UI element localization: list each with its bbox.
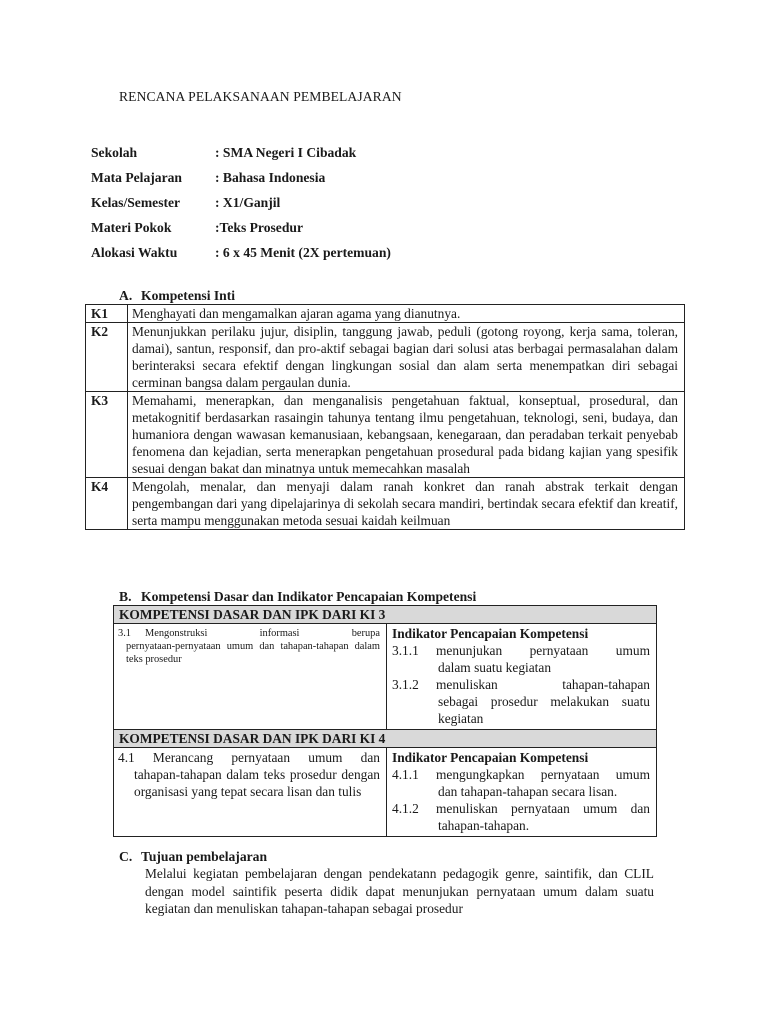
section-b-heading xyxy=(119,589,476,605)
section-c-heading xyxy=(119,849,267,865)
ipk-cell xyxy=(387,624,657,730)
ki-text: Memahami, menerapkan, dan menganalisis pengetahuan faktual, konseptual, prosedural, dan metakognitif berdasarkan rasaingin tahunya tentang ilmu pengetahuan, teknologi, seni, budaya, dan humaniora dengan wawasan kemanusiaan, kebangsaan, kenegaraan, dan peradaban terkait penyebab fenomena dan kejadian, serta menerapkan pengetahuan prosedural pada bidang kajian yang spesifik sesuai dengan bakat dan minatnya untuk memecahkan masalah xyxy=(128,392,685,478)
ipk-first: menunjukan pernyataan umum xyxy=(436,643,650,658)
section-letter: B. xyxy=(119,589,132,604)
kd-text xyxy=(118,749,380,800)
info-label: Sekolah xyxy=(91,145,138,160)
kd-number: 3.1 xyxy=(118,628,131,639)
ipk-number: 4.1.1 xyxy=(392,767,419,782)
kd-first-line: 4.1 Merancang pernyataan umum dan xyxy=(118,750,380,765)
section-letter: C. xyxy=(119,849,133,864)
kd-text xyxy=(118,627,380,666)
ipk-first: menuliskan tahapan-tahapan xyxy=(436,677,650,692)
table-row xyxy=(86,478,685,530)
kd-cell xyxy=(114,748,387,837)
list-item xyxy=(392,766,650,800)
info-label: Materi Pokok xyxy=(91,220,172,235)
ipk-first: mengungkapkan pernyataan umum xyxy=(436,767,650,782)
info-value: : SMA Negeri I Cibadak xyxy=(215,145,357,160)
kompetensi-inti-table xyxy=(85,304,685,530)
ki-code: K4 xyxy=(86,478,128,530)
kd-rest: tahapan-tahapan dalam teks prosedur dengan organisasi yang tepat secara lisan dan tulis xyxy=(134,767,380,799)
ipk-text xyxy=(436,766,650,800)
kd-cell xyxy=(114,624,387,730)
ki-text: Menghayati dan mengamalkan ajaran agama yang dianutnya. xyxy=(128,305,685,323)
info-label: Mata Pelajaran xyxy=(91,170,182,185)
ipk-text xyxy=(436,676,650,727)
ipk-number: 3.1.2 xyxy=(392,677,419,692)
list-item xyxy=(392,676,650,727)
info-value: : Bahasa Indonesia xyxy=(215,170,326,185)
ipk-first: menuliskan pernyataan umum dan xyxy=(436,801,650,816)
ki-text: Menunjukkan perilaku jujur, disiplin, tanggung jawab, peduli (gotong royong, kerja sama, toleran, damai), santun, responsif, dan pro-aktif sebagai bagian dari solusi atas berbagai permasalahan dalam berinteraksi secara efektif dengan lingkungan sosial dan alam serta menempatkan diri sebagai cerminan bangsa dalam pergaulan dunia. xyxy=(128,323,685,392)
ipk-rest: dan tahapan-tahapan secara lisan. xyxy=(438,784,618,799)
list-item xyxy=(392,642,650,676)
info-value: :Teks Prosedur xyxy=(215,220,303,235)
kd-rest: pernyataan-pernyataan umum dan tahapan-tahapan dalam teks prosedur xyxy=(126,641,380,665)
info-label: Kelas/Semester xyxy=(91,195,181,210)
table-row xyxy=(86,323,685,392)
info-label: Alokasi Waktu xyxy=(91,245,178,260)
document-title: RENCANA PELAKSANAAN PEMBELAJARAN xyxy=(119,89,402,104)
section-title: Tujuan pembelajaran xyxy=(141,849,268,864)
ipk-rest: sebagai prosedur melakukan suatu kegiatan xyxy=(438,694,650,726)
ipk-rest: dalam suatu kegiatan xyxy=(438,660,552,675)
ipk-text xyxy=(436,642,650,676)
ki-code: K1 xyxy=(86,305,128,323)
ipk-rest: tahapan-tahapan. xyxy=(438,818,530,833)
section-title: Kompetensi Dasar dan Indikator Pencapaian Kompetensi xyxy=(141,589,477,604)
ipk-cell xyxy=(387,748,657,837)
ipk-title: Indikator Pencapaian Kompetensi xyxy=(392,750,589,765)
kd-header: KOMPETENSI DASAR DAN IPK DARI KI 3 xyxy=(114,606,657,624)
ipk-number: 3.1.1 xyxy=(392,643,419,658)
kd-ki3-table xyxy=(113,605,657,837)
table-row xyxy=(86,392,685,478)
ki-code: K2 xyxy=(86,323,128,392)
ipk-title: Indikator Pencapaian Kompetensi xyxy=(392,626,589,641)
section-a-heading xyxy=(119,288,235,304)
table-row xyxy=(86,305,685,323)
kd-first-line: Mengonstruksi informasi berupa xyxy=(145,628,380,639)
ki-code: K3 xyxy=(86,392,128,478)
list-item xyxy=(392,800,650,834)
info-value: : X1/Ganjil xyxy=(215,195,281,210)
ki-text: Mengolah, menalar, dan menyaji dalam ranah konkret dan ranah abstrak terkait dengan pengembangan dari yang dipelajarinya di sekolah secara mandiri, bertindak secara efektif dan kreatif, serta mampu menggunakan metoda sesuai kaidah keilmuan xyxy=(128,478,685,530)
section-letter: A. xyxy=(119,288,133,303)
ipk-text xyxy=(436,800,650,834)
tujuan-paragraph: Melalui kegiatan pembelajaran dengan pendekatann pedagogik genre, saintifik, dan CLIL dengan model saintifik peserta didik dapat menunjukan pernyataan umum dalam suatu kegiatan dan menuliskan tahapan-tahapan sebagai prosedur xyxy=(145,866,654,916)
info-value: : 6 x 45 Menit (2X pertemuan) xyxy=(215,245,391,260)
ipk-number: 4.1.2 xyxy=(392,801,419,816)
section-title: Kompetensi Inti xyxy=(141,288,236,303)
kd-header: KOMPETENSI DASAR DAN IPK DARI KI 4 xyxy=(114,730,657,748)
